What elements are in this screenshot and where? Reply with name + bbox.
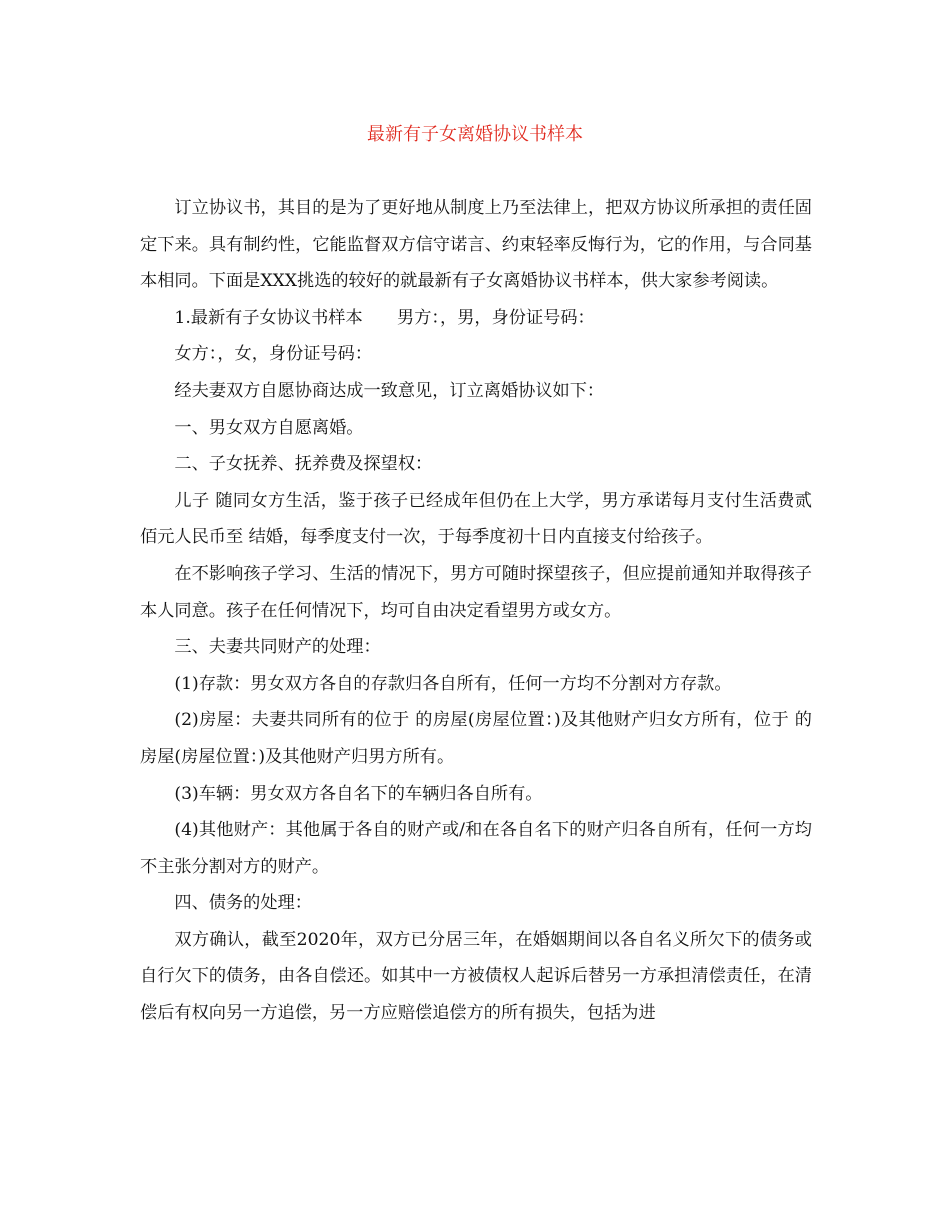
section-heading-children: 二、子女抚养、抚养费及探望权： [174, 454, 433, 475]
paragraph-housing: (2)房屋：夫妻共同所有的位于 的房屋(房屋位置：)及其他财产归女方所有，位于 的房屋(房屋位置：)及其他财产归男方所有。 [140, 710, 812, 767]
paragraph-sample-heading: 1.最新有子女协议书样本 男方：，男，身份证号码： [174, 307, 595, 328]
paragraph-vehicles: (3)车辆：男女双方各自名下的车辆归各自所有。 [174, 783, 543, 804]
paragraph-debts: 双方确认，截至2020年，双方已分居三年，在婚姻期间以各自名义所欠下的债务或自行欠下的债务，由各自偿还。如其中一方被债权人起诉后替另一方承担清偿责任，在清偿后有权向另一方追偿，另一方应赔偿追偿方的所有损失，包括为进 [140, 929, 812, 1024]
document-body [140, 190, 812, 1032]
paragraph-visitation: 在不影响孩子学习、生活的情况下，男方可随时探望孩子，但应提前通知并取得孩子本人同意。孩子在任何情况下，均可自由决定看望男方或女方。 [140, 563, 812, 621]
paragraph-deposits: (1)存款：男女双方各自的存款归各自所有，任何一方均不分割对方存款。 [174, 673, 732, 694]
section-heading-property: 三、夫妻共同财产的处理： [174, 637, 381, 658]
document-title: 最新有子女离婚协议书样本 [367, 124, 583, 145]
paragraph-child-support: 儿子 随同女方生活，鉴于孩子已经成年但仍在上大学，男方承诺每月支付生活费贰佰元人民币至 结婚，每季度支付一次，于每季度初十日内直接支付给孩子。 [140, 490, 812, 548]
paragraph-other-property: (4)其他财产：其他属于各自的财产或/和在各自名下的财产归各自所有，任何一方均不主张分割对方的财产。 [140, 820, 812, 877]
paragraph-female-party: 女方：，女，身份证号码： [174, 344, 373, 365]
section-heading-divorce: 一、男女双方自愿离婚。 [174, 417, 364, 438]
paragraph-agreement-intro: 经夫妻双方自愿协商达成一致意见，订立离婚协议如下： [174, 380, 605, 401]
section-heading-debts: 四、债务的处理： [174, 893, 312, 914]
paragraph-intro: 订立协议书，其目的是为了更好地从制度上乃至法律上，把双方协议所承担的责任固定下来。具有制约性，它能监督双方信守诺言、约束轻率反悔行为，它的作用，与合同基本相同。下面是XXX挑选的较好的就最新有子女离婚协议书样本，供大家参考阅读。 [140, 198, 812, 292]
